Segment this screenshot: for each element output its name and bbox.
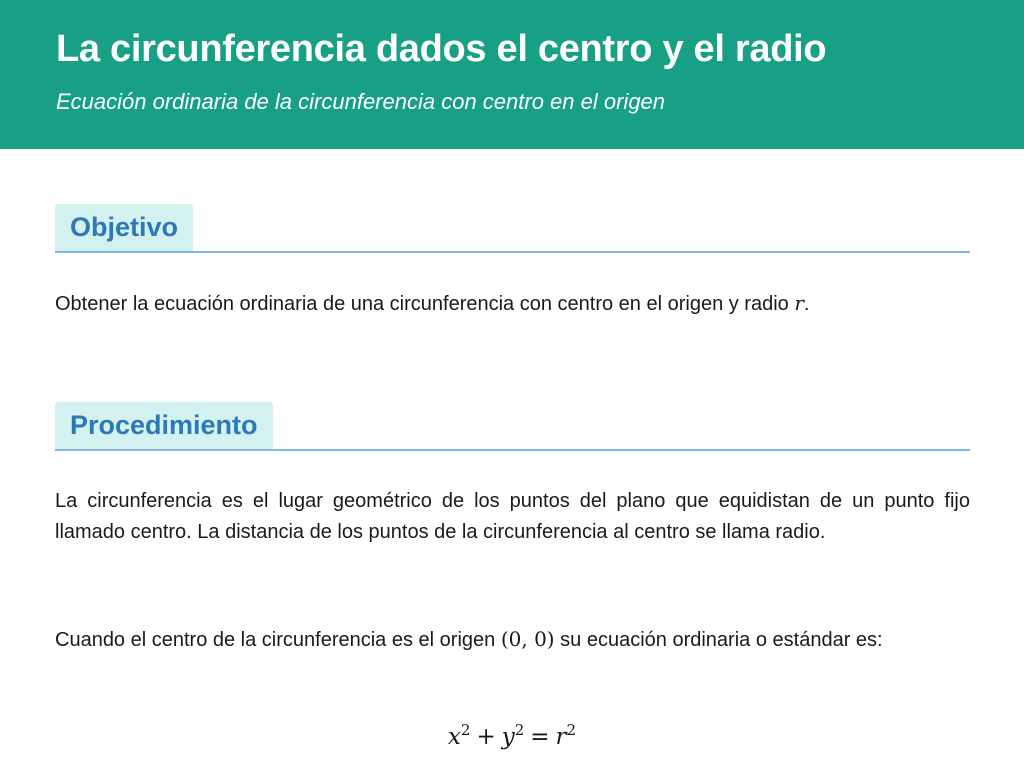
formula-plus: + [476,724,496,750]
page-header [0,0,1024,149]
paragraph-2-text: Cuando el centro de la circunferencia es el origen [55,629,501,651]
formula-r: r [555,724,567,750]
radius-variable: r [794,291,804,315]
objetivo-paragraph [55,288,970,320]
paragraph-2-text-end: su ecuación ordinaria o estándar es: [554,629,883,651]
circle-equation [0,721,1024,750]
formula-y: y [501,724,515,750]
formula-x-exponent: 2 [460,721,471,739]
page-title: La circunferencia dados el centro y el radio [56,28,827,70]
formula-equals: = [530,724,550,750]
section-header-objetivo [55,204,970,253]
formula-r-exponent: 2 [566,721,577,739]
objetivo-text: Obtener la ecuación ordinaria de una circunferencia con centro en el origen y radio [55,293,795,315]
procedimiento-paragraph-2 [55,624,970,656]
page-subtitle: Ecuación ordinaria de la circunferencia con centro en el origen [56,89,666,114]
formula-x: x [447,724,461,750]
origin-coordinates: (0, 0) [500,627,555,651]
formula-y-exponent: 2 [514,721,525,739]
procedimiento-paragraph-1: La circunferencia es el lugar geométrico de los puntos del plano que equidistan de un punto fijo llamado centro. La distancia de los puntos de la circunferencia al centro se llama radio. [55,490,970,543]
section-header-procedimiento [55,402,970,451]
objetivo-text-end: . [803,293,810,315]
section-heading-objetivo: Objetivo [55,204,193,251]
section-heading-procedimiento: Procedimiento [55,402,273,449]
